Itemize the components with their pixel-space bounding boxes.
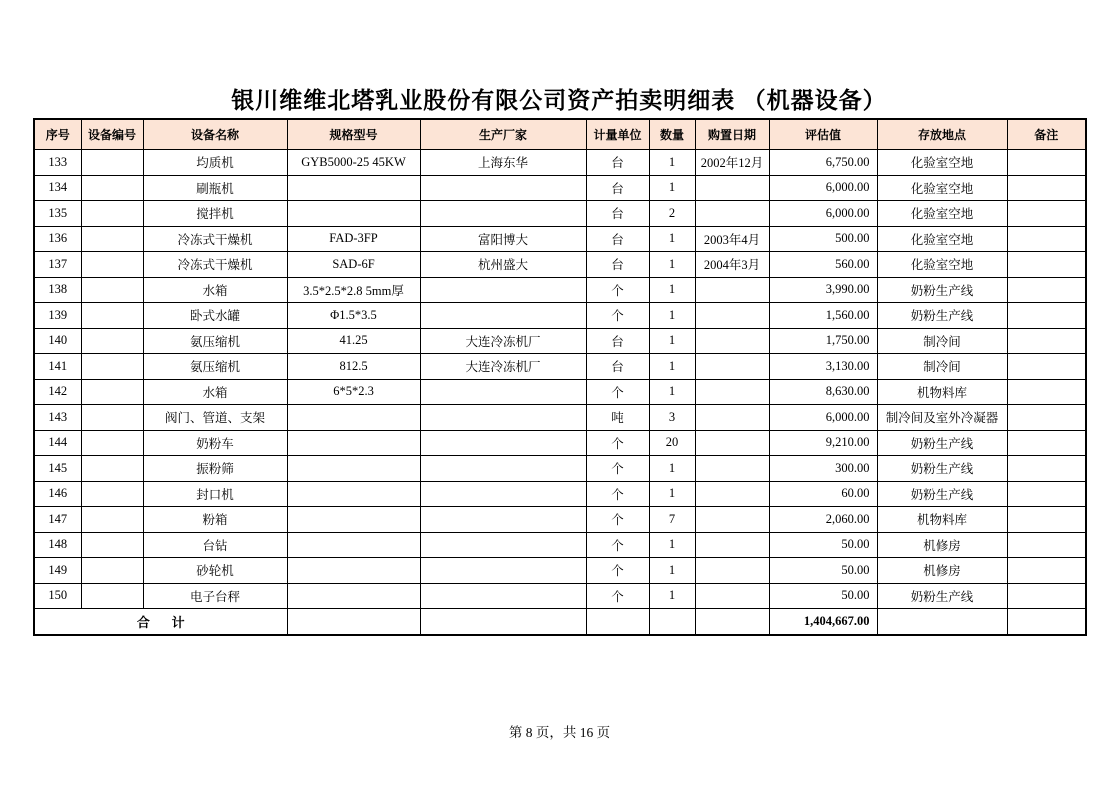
cell-spec-model: FAD-3FP <box>287 226 420 252</box>
cell-purchase-date: 2003年4月 <box>695 226 769 252</box>
cell-equipment-name: 均质机 <box>143 150 287 176</box>
cell-storage-location: 机修房 <box>877 532 1007 558</box>
cell-assessed-value: 50.00 <box>769 558 877 584</box>
cell-no: 135 <box>34 201 81 227</box>
cell-assessed-value: 3,990.00 <box>769 277 877 303</box>
cell-assessed-value: 500.00 <box>769 226 877 252</box>
cell-remarks <box>1007 150 1086 176</box>
cell-no: 146 <box>34 481 81 507</box>
column-header-spec-model: 规格型号 <box>287 119 420 150</box>
cell-remarks <box>1007 430 1086 456</box>
cell-quantity: 1 <box>649 175 695 201</box>
cell-spec-model: GYB5000-25 45KW <box>287 150 420 176</box>
cell-unit: 台 <box>586 201 649 227</box>
cell-unit: 台 <box>586 252 649 278</box>
table-row <box>34 303 1086 329</box>
cell-purchase-date <box>695 354 769 380</box>
cell-equipment-name: 搅拌机 <box>143 201 287 227</box>
cell-equipment-name: 水箱 <box>143 379 287 405</box>
cell-manufacturer: 大连冷冻机厂 <box>420 354 586 380</box>
cell-manufacturer <box>420 405 586 431</box>
cell-equipment-no <box>81 277 143 303</box>
cell-manufacturer: 上海东华 <box>420 150 586 176</box>
cell-purchase-date <box>695 430 769 456</box>
column-header-unit: 计量单位 <box>586 119 649 150</box>
cell-unit: 个 <box>586 303 649 329</box>
cell-purchase-date <box>695 201 769 227</box>
cell-no: 148 <box>34 532 81 558</box>
cell-spec-model <box>287 532 420 558</box>
cell-no: 133 <box>34 150 81 176</box>
cell-equipment-no <box>81 379 143 405</box>
total-assessed-value: 1,404,667.00 <box>769 609 877 635</box>
column-header-storage-location: 存放地点 <box>877 119 1007 150</box>
cell-purchase-date <box>695 328 769 354</box>
cell-spec-model <box>287 201 420 227</box>
cell-quantity: 1 <box>649 277 695 303</box>
cell-purchase-date <box>695 609 769 635</box>
cell-equipment-no <box>81 430 143 456</box>
cell-spec-model <box>287 507 420 533</box>
cell-quantity: 1 <box>649 379 695 405</box>
cell-equipment-name: 冷冻式干燥机 <box>143 252 287 278</box>
cell-equipment-name: 氨压缩机 <box>143 328 287 354</box>
cell-spec-model <box>287 609 420 635</box>
cell-storage-location: 化验室空地 <box>877 150 1007 176</box>
cell-remarks <box>1007 583 1086 609</box>
cell-no: 136 <box>34 226 81 252</box>
cell-assessed-value: 9,210.00 <box>769 430 877 456</box>
cell-remarks <box>1007 328 1086 354</box>
cell-equipment-no <box>81 328 143 354</box>
cell-remarks <box>1007 507 1086 533</box>
cell-equipment-name: 封口机 <box>143 481 287 507</box>
cell-purchase-date <box>695 558 769 584</box>
cell-no: 140 <box>34 328 81 354</box>
cell-assessed-value: 1,750.00 <box>769 328 877 354</box>
asset-detail-table <box>33 118 1087 636</box>
table-row <box>34 507 1086 533</box>
table-header-row <box>34 119 1086 150</box>
table-row <box>34 456 1086 482</box>
cell-equipment-name: 电子台秤 <box>143 583 287 609</box>
cell-purchase-date <box>695 456 769 482</box>
table-row <box>34 379 1086 405</box>
cell-assessed-value: 6,000.00 <box>769 405 877 431</box>
cell-storage-location: 制冷间 <box>877 328 1007 354</box>
cell-quantity: 7 <box>649 507 695 533</box>
column-header-remarks: 备注 <box>1007 119 1086 150</box>
cell-no: 143 <box>34 405 81 431</box>
cell-remarks <box>1007 558 1086 584</box>
cell-no: 139 <box>34 303 81 329</box>
cell-equipment-name: 台钻 <box>143 532 287 558</box>
cell-spec-model <box>287 481 420 507</box>
cell-unit: 台 <box>586 150 649 176</box>
cell-equipment-no <box>81 226 143 252</box>
table-body <box>34 150 1086 609</box>
cell-storage-location: 奶粉生产线 <box>877 303 1007 329</box>
cell-no: 137 <box>34 252 81 278</box>
table-row <box>34 175 1086 201</box>
page-number-footer: 第 8 页，共 16 页 <box>508 725 611 740</box>
cell-spec-model: 41.25 <box>287 328 420 354</box>
cell-manufacturer <box>420 532 586 558</box>
cell-manufacturer: 杭州盛大 <box>420 252 586 278</box>
cell-remarks <box>1007 532 1086 558</box>
cell-assessed-value: 6,000.00 <box>769 175 877 201</box>
table-row <box>34 405 1086 431</box>
cell-assessed-value: 50.00 <box>769 583 877 609</box>
cell-remarks <box>1007 252 1086 278</box>
cell-manufacturer <box>420 277 586 303</box>
cell-assessed-value: 6,000.00 <box>769 201 877 227</box>
cell-equipment-no <box>81 481 143 507</box>
cell-no: 144 <box>34 430 81 456</box>
cell-equipment-name: 冷冻式干燥机 <box>143 226 287 252</box>
cell-assessed-value: 2,060.00 <box>769 507 877 533</box>
total-row <box>34 609 1086 635</box>
cell-assessed-value: 8,630.00 <box>769 379 877 405</box>
table-row <box>34 201 1086 227</box>
cell-equipment-name: 氨压缩机 <box>143 354 287 380</box>
cell-quantity: 1 <box>649 532 695 558</box>
cell-equipment-no <box>81 507 143 533</box>
cell-remarks <box>1007 609 1086 635</box>
cell-storage-location: 化验室空地 <box>877 226 1007 252</box>
table-row <box>34 226 1086 252</box>
cell-no: 142 <box>34 379 81 405</box>
cell-unit <box>586 609 649 635</box>
cell-remarks <box>1007 456 1086 482</box>
cell-unit: 个 <box>586 481 649 507</box>
cell-equipment-no <box>81 303 143 329</box>
cell-spec-model: Φ1.5*3.5 <box>287 303 420 329</box>
cell-storage-location: 奶粉生产线 <box>877 456 1007 482</box>
cell-quantity: 1 <box>649 328 695 354</box>
cell-assessed-value: 560.00 <box>769 252 877 278</box>
cell-spec-model <box>287 175 420 201</box>
table-row <box>34 354 1086 380</box>
cell-assessed-value: 300.00 <box>769 456 877 482</box>
cell-equipment-name: 水箱 <box>143 277 287 303</box>
cell-unit: 个 <box>586 379 649 405</box>
column-header-purchase-date: 购置日期 <box>695 119 769 150</box>
cell-unit: 个 <box>586 277 649 303</box>
cell-assessed-value: 3,130.00 <box>769 354 877 380</box>
cell-manufacturer <box>420 507 586 533</box>
cell-equipment-no <box>81 532 143 558</box>
cell-purchase-date: 2004年3月 <box>695 252 769 278</box>
cell-storage-location: 制冷间 <box>877 354 1007 380</box>
cell-equipment-no <box>81 150 143 176</box>
cell-purchase-date <box>695 532 769 558</box>
cell-equipment-no <box>81 201 143 227</box>
cell-spec-model <box>287 430 420 456</box>
cell-manufacturer <box>420 583 586 609</box>
cell-remarks <box>1007 277 1086 303</box>
cell-unit: 台 <box>586 354 649 380</box>
cell-equipment-no <box>81 405 143 431</box>
cell-equipment-name: 奶粉车 <box>143 430 287 456</box>
cell-no: 138 <box>34 277 81 303</box>
cell-unit: 台 <box>586 175 649 201</box>
cell-manufacturer <box>420 201 586 227</box>
cell-manufacturer <box>420 481 586 507</box>
table-row <box>34 481 1086 507</box>
cell-storage-location: 机物料库 <box>877 379 1007 405</box>
cell-quantity: 1 <box>649 558 695 584</box>
cell-spec-model: 3.5*2.5*2.8 5mm厚 <box>287 277 420 303</box>
cell-quantity <box>649 609 695 635</box>
cell-equipment-no <box>81 558 143 584</box>
cell-unit: 个 <box>586 507 649 533</box>
cell-unit: 个 <box>586 456 649 482</box>
cell-remarks <box>1007 405 1086 431</box>
cell-manufacturer <box>420 456 586 482</box>
table-row <box>34 252 1086 278</box>
cell-unit: 个 <box>586 558 649 584</box>
cell-storage-location: 奶粉生产线 <box>877 277 1007 303</box>
cell-spec-model <box>287 558 420 584</box>
cell-equipment-name: 粉箱 <box>143 507 287 533</box>
table-row <box>34 150 1086 176</box>
cell-quantity: 1 <box>649 252 695 278</box>
table-row <box>34 583 1086 609</box>
cell-unit: 个 <box>586 583 649 609</box>
table-row <box>34 277 1086 303</box>
cell-purchase-date <box>695 481 769 507</box>
cell-spec-model: 812.5 <box>287 354 420 380</box>
cell-equipment-name: 砂轮机 <box>143 558 287 584</box>
cell-equipment-name: 阀门、管道、支架 <box>143 405 287 431</box>
cell-storage-location: 化验室空地 <box>877 175 1007 201</box>
cell-manufacturer: 富阳博大 <box>420 226 586 252</box>
cell-quantity: 1 <box>649 226 695 252</box>
cell-purchase-date <box>695 303 769 329</box>
column-header-quantity: 数量 <box>649 119 695 150</box>
cell-unit: 个 <box>586 532 649 558</box>
cell-no: 145 <box>34 456 81 482</box>
cell-assessed-value: 1,560.00 <box>769 303 877 329</box>
cell-no: 149 <box>34 558 81 584</box>
page-title: 银川维维北塔乳业股份有限公司资产拍卖明细表 （机器设备） <box>231 87 887 113</box>
cell-unit: 个 <box>586 430 649 456</box>
cell-manufacturer <box>420 609 586 635</box>
cell-storage-location: 机修房 <box>877 558 1007 584</box>
cell-quantity: 1 <box>649 150 695 176</box>
cell-assessed-value: 50.00 <box>769 532 877 558</box>
cell-equipment-no <box>81 252 143 278</box>
cell-equipment-no <box>81 583 143 609</box>
cell-remarks <box>1007 226 1086 252</box>
total-label: 合 计 <box>34 609 287 635</box>
cell-manufacturer <box>420 430 586 456</box>
cell-manufacturer <box>420 303 586 329</box>
cell-purchase-date <box>695 277 769 303</box>
cell-storage-location: 制冷间及室外冷凝器 <box>877 405 1007 431</box>
cell-equipment-name: 振粉筛 <box>143 456 287 482</box>
column-header-manufacturer: 生产厂家 <box>420 119 586 150</box>
cell-equipment-no <box>81 175 143 201</box>
cell-quantity: 20 <box>649 430 695 456</box>
cell-storage-location: 化验室空地 <box>877 252 1007 278</box>
cell-spec-model: SAD-6F <box>287 252 420 278</box>
cell-remarks <box>1007 481 1086 507</box>
cell-remarks <box>1007 201 1086 227</box>
column-header-equipment-no: 设备编号 <box>81 119 143 150</box>
cell-quantity: 3 <box>649 405 695 431</box>
cell-purchase-date <box>695 379 769 405</box>
table-row <box>34 328 1086 354</box>
cell-quantity: 2 <box>649 201 695 227</box>
cell-purchase-date: 2002年12月 <box>695 150 769 176</box>
cell-storage-location: 奶粉生产线 <box>877 583 1007 609</box>
cell-manufacturer <box>420 379 586 405</box>
cell-purchase-date <box>695 175 769 201</box>
cell-storage-location: 机物料库 <box>877 507 1007 533</box>
cell-quantity: 1 <box>649 583 695 609</box>
cell-unit: 台 <box>586 226 649 252</box>
cell-remarks <box>1007 354 1086 380</box>
cell-purchase-date <box>695 405 769 431</box>
cell-remarks <box>1007 303 1086 329</box>
table-row <box>34 430 1086 456</box>
cell-quantity: 1 <box>649 354 695 380</box>
cell-manufacturer <box>420 175 586 201</box>
cell-assessed-value: 6,750.00 <box>769 150 877 176</box>
cell-assessed-value: 60.00 <box>769 481 877 507</box>
cell-no: 134 <box>34 175 81 201</box>
cell-storage-location: 奶粉生产线 <box>877 481 1007 507</box>
cell-remarks <box>1007 175 1086 201</box>
column-header-no: 序号 <box>34 119 81 150</box>
column-header-equipment-name: 设备名称 <box>143 119 287 150</box>
cell-storage-location <box>877 609 1007 635</box>
cell-unit: 吨 <box>586 405 649 431</box>
cell-spec-model <box>287 583 420 609</box>
cell-manufacturer <box>420 558 586 584</box>
cell-purchase-date <box>695 583 769 609</box>
table-row <box>34 558 1086 584</box>
cell-no: 150 <box>34 583 81 609</box>
column-header-assessed-value: 评估值 <box>769 119 877 150</box>
cell-storage-location: 化验室空地 <box>877 201 1007 227</box>
cell-spec-model <box>287 405 420 431</box>
cell-spec-model <box>287 456 420 482</box>
cell-storage-location: 奶粉生产线 <box>877 430 1007 456</box>
cell-quantity: 1 <box>649 456 695 482</box>
cell-equipment-name: 卧式水罐 <box>143 303 287 329</box>
cell-equipment-no <box>81 456 143 482</box>
cell-no: 141 <box>34 354 81 380</box>
cell-no: 147 <box>34 507 81 533</box>
cell-spec-model: 6*5*2.3 <box>287 379 420 405</box>
cell-quantity: 1 <box>649 481 695 507</box>
cell-purchase-date <box>695 507 769 533</box>
cell-equipment-no <box>81 354 143 380</box>
cell-remarks <box>1007 379 1086 405</box>
cell-quantity: 1 <box>649 303 695 329</box>
cell-manufacturer: 大连冷冻机厂 <box>420 328 586 354</box>
table-row <box>34 532 1086 558</box>
cell-equipment-name: 刷瓶机 <box>143 175 287 201</box>
cell-unit: 台 <box>586 328 649 354</box>
